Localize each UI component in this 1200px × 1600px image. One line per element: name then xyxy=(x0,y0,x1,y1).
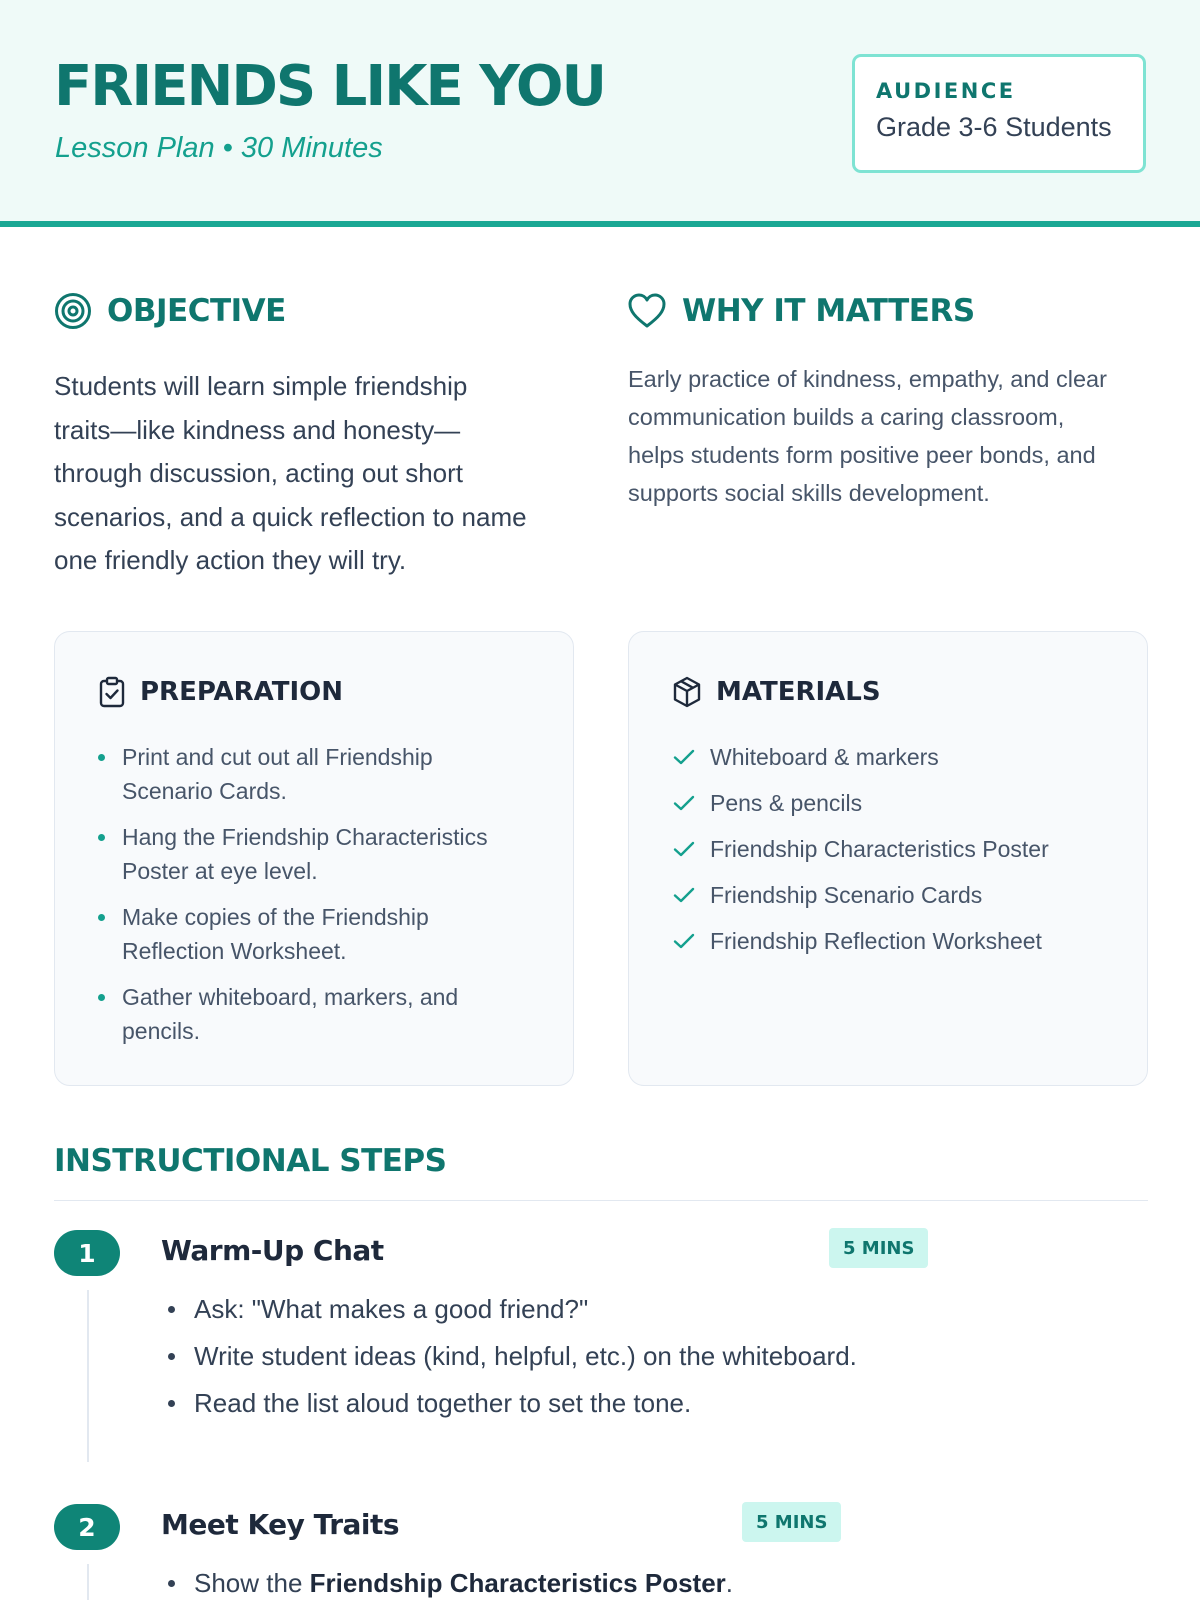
objective-line: scenarios, and a quick reflection to name xyxy=(54,501,527,532)
list-item: Friendship Reflection Worksheet xyxy=(672,924,1112,958)
why-it-matters-text xyxy=(628,360,1168,512)
why-it-matters-title: WHY IT MATTERS xyxy=(682,293,975,329)
step-bullet-list xyxy=(164,1567,1064,1600)
objective-text xyxy=(54,365,594,583)
step-connector xyxy=(87,1564,89,1600)
audience-value: Grade 3-6 Students xyxy=(876,112,1112,142)
clipboard-check-icon xyxy=(98,676,126,708)
step-connector xyxy=(87,1290,89,1462)
materials-title: MATERIALS xyxy=(716,677,881,707)
materials-heading xyxy=(672,676,881,708)
heart-icon xyxy=(627,292,667,330)
check-icon xyxy=(672,745,696,769)
check-icon xyxy=(672,837,696,861)
duration-badge: 5 MINS xyxy=(742,1502,841,1542)
list-item: Print and cut out all Friendship Scenario Cards. xyxy=(98,740,538,808)
box-icon xyxy=(672,676,702,708)
preparation-heading xyxy=(98,676,343,708)
list-item: Friendship Characteristics Poster xyxy=(672,832,1112,866)
lesson-subtitle: Lesson Plan • 30 Minutes xyxy=(55,132,383,164)
duration-badge: 5 MINS xyxy=(829,1228,928,1268)
why-it-matters-heading xyxy=(627,292,975,330)
step-title: Warm-Up Chat xyxy=(161,1234,384,1267)
steps-heading: INSTRUCTIONAL STEPS xyxy=(54,1143,447,1179)
preparation-list xyxy=(98,740,538,1060)
materials-list xyxy=(672,740,1112,970)
list-item: Whiteboard & markers xyxy=(672,740,1112,774)
objective-line: through discussion, acting out short xyxy=(54,458,464,488)
step-title: Meet Key Traits xyxy=(161,1508,400,1541)
lesson-header xyxy=(0,0,1200,227)
step-number: 2 xyxy=(54,1504,120,1550)
check-icon xyxy=(672,929,696,953)
list-item: Pens & pencils xyxy=(672,786,1112,820)
audience-box xyxy=(852,54,1146,173)
why-line: supports social skills development. xyxy=(628,480,990,506)
objective-title: OBJECTIVE xyxy=(107,293,286,329)
materials-card xyxy=(628,631,1148,1086)
divider xyxy=(54,1200,1148,1201)
list-item: Write student ideas (kind, helpful, etc.) on the whiteboard. xyxy=(164,1340,1064,1372)
preparation-title: PREPARATION xyxy=(140,677,344,707)
check-icon xyxy=(672,791,696,815)
check-icon xyxy=(672,883,696,907)
why-line: communication builds a caring classroom, xyxy=(628,404,1065,430)
list-item: Hang the Friendship Characteristics Poster at eye level. xyxy=(98,820,538,888)
objective-line: traits—like kindness and honesty— xyxy=(54,414,461,445)
list-item: Ask: "What makes a good friend?" xyxy=(164,1293,1064,1325)
target-icon xyxy=(54,292,92,330)
why-line: helps students form positive peer bonds, and xyxy=(628,442,1096,468)
list-item: Gather whiteboard, markers, and pencils. xyxy=(98,980,538,1048)
preparation-card xyxy=(54,631,574,1086)
step-number: 1 xyxy=(54,1230,120,1276)
list-item: Show the Friendship Characteristics Poster. xyxy=(164,1567,1064,1599)
list-item: Friendship Scenario Cards xyxy=(672,878,1112,912)
lesson-title: FRIENDS LIKE YOU xyxy=(54,54,605,119)
why-line: Early practice of kindness, empathy, and clear xyxy=(628,366,1107,392)
objective-heading xyxy=(54,292,286,330)
list-item: Make copies of the Friendship Reflection Worksheet. xyxy=(98,900,538,968)
objective-line: one friendly action they will try. xyxy=(54,545,407,575)
list-item: Read the list aloud together to set the tone. xyxy=(164,1387,1064,1419)
step-bullet-list xyxy=(164,1293,1064,1434)
objective-line: Students will learn simple friendship xyxy=(54,371,468,401)
audience-label: AUDIENCE xyxy=(876,79,1016,103)
